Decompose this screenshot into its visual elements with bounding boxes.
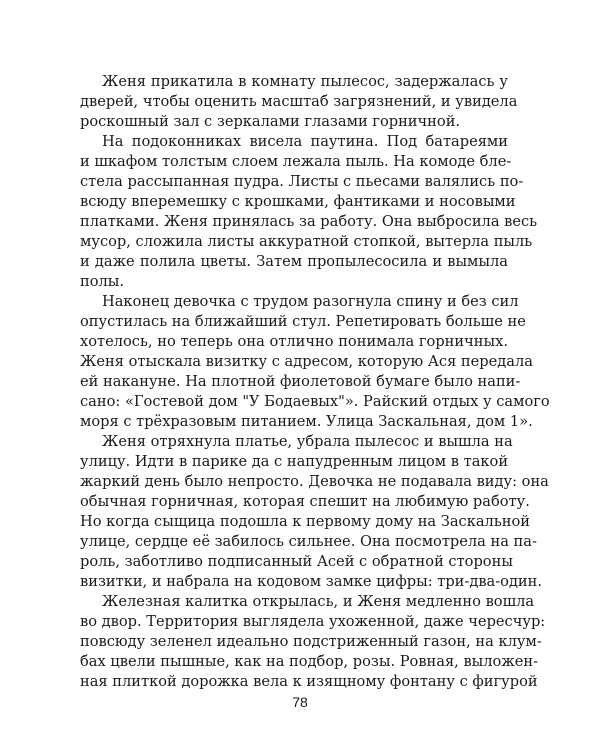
- text-line: хотелось, но теперь она отлично понимала горничных.: [80, 333, 508, 350]
- text-line: и даже полила цветы. Затем пропылесосила и вымыла: [80, 253, 508, 270]
- text-line: Но когда сыщица подошла к первому дому на Заскальной: [80, 513, 531, 530]
- text-line: всюду вперемешку с крошками, фантиками и носовыми: [80, 193, 516, 210]
- text-line: Женя прикатила в комнату пылесос, задержалась у: [102, 73, 508, 90]
- text-line: Женя отряхнула платье, убрала пылесос и вышла на: [102, 433, 513, 450]
- text-line: платками. Женя принялась за работу. Она выбросила весь: [80, 213, 538, 230]
- text-line: визитки, и набрала на кодовом замке цифры: три-два-один.: [80, 573, 543, 590]
- paragraph: [80, 432, 549, 592]
- text-line: мусор, сложила листы аккуратной стопкой, вытерла пыль: [80, 233, 533, 250]
- text-line: повсюду зеленел идеально подстриженный газон, на клум-: [80, 633, 542, 650]
- paragraph: [80, 592, 546, 692]
- text-line: улице, сердце её забилось сильнее. Она посмотрела на па-: [80, 533, 537, 550]
- text-line: моря с трёхразовым питанием. Улица Заскальная, дом 1».: [80, 413, 533, 430]
- text-line: во двор. Территория выглядела ухоженной, даже чересчур:: [80, 613, 546, 630]
- text-line: жаркий день было непросто. Девочка не подавала виду: она: [80, 473, 549, 490]
- body-text: [80, 72, 550, 692]
- text-line: роль, заботливо подписанный Асей с обратной стороны: [80, 553, 513, 570]
- text-line: бах цвели пышные, как на подбор, розы. Ровная, выложен-: [80, 653, 539, 670]
- text-line: сано: «Гостевой дом "У Бодаевых"». Райский отдых у самого: [80, 393, 550, 410]
- text-line: роскошный зал с зеркалами глазами горничной.: [80, 113, 461, 130]
- paragraph: [80, 292, 550, 432]
- text-line: дверей, чтобы оценить масштаб загрязнений, и увидела: [80, 93, 518, 110]
- text-line: полы.: [80, 273, 125, 290]
- text-line: Наконец девочка с трудом разогнула спину и без сил: [102, 293, 519, 310]
- text-line: На подоконниках висела паутина. Под батареями: [102, 133, 508, 150]
- text-line: и шкафом толстым слоем лежала пыль. На комоде бле-: [80, 153, 512, 170]
- text-line: ей накануне. На плотной фиолетовой бумаге было напи-: [80, 373, 521, 390]
- paragraph: [80, 132, 538, 292]
- page-number: 78: [292, 694, 308, 710]
- text-line: обычная горничная, которая спешит на любимую работу.: [80, 493, 530, 510]
- text-line: ная плиткой дорожка вела к изящному фонтану с фигурой: [80, 673, 538, 690]
- text-line: стела рассыпанная пудра. Листы с пьесами валялись по-: [80, 173, 524, 190]
- text-line: улицу. Идти в парике да с напудренным лицом в такой: [80, 453, 509, 470]
- paragraph: [80, 72, 518, 132]
- text-line: опустилась на ближайший стул. Репетировать больше не: [80, 313, 526, 330]
- text-line: Женя отыскала визитку с адресом, которую Ася передала: [80, 353, 533, 370]
- text-line: Железная калитка открылась, и Женя медленно вошла: [102, 593, 535, 610]
